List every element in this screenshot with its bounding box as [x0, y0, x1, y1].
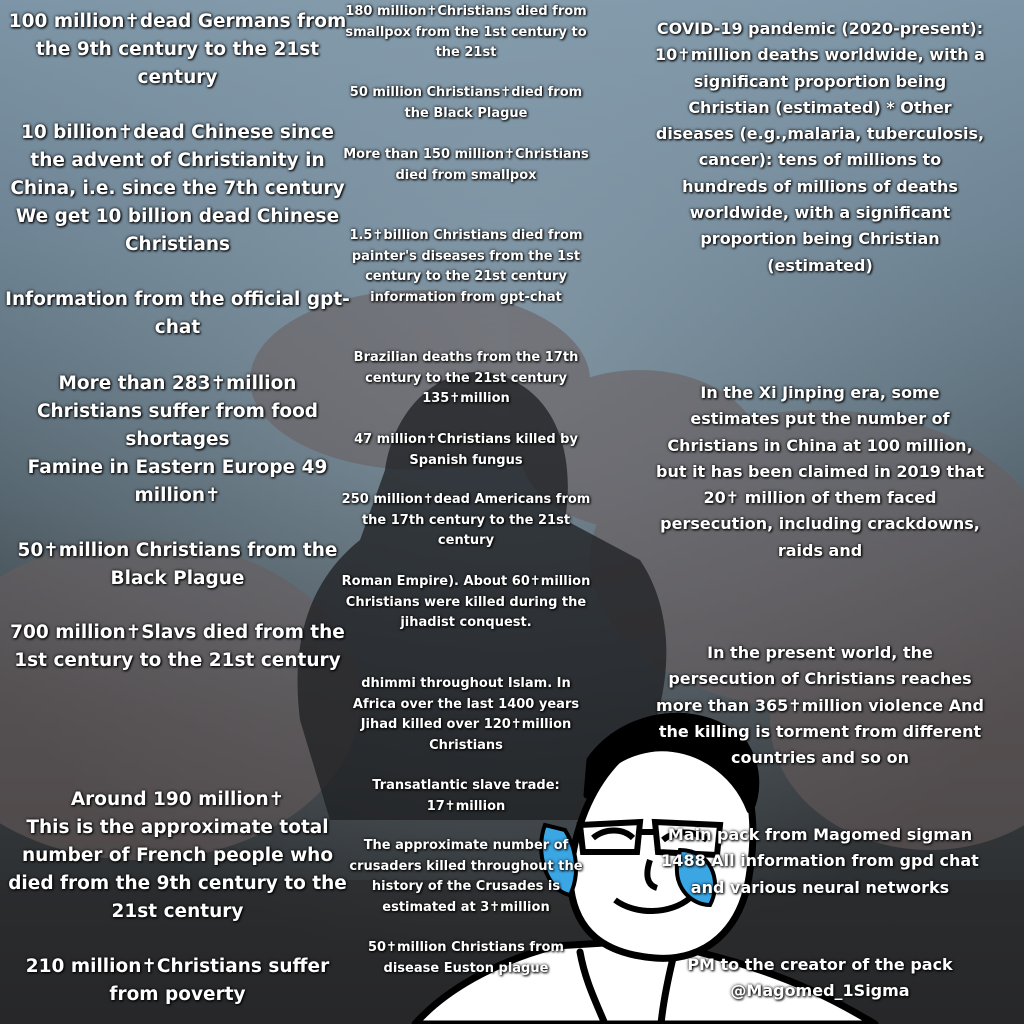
middle-item-7: 250 million✝dead Americans from the 17th century to the 21st century [341, 492, 591, 548]
middle-item-10: Transatlantic slave trade: 17✝million [372, 778, 560, 814]
left-item-7: 700 million✝Slavs died from the 1st century to the 21st century [10, 622, 345, 671]
right-item-5: PM to the creator of the pack @Magomed_1Sigma [687, 955, 953, 1001]
right-item-2: In the Xi Jinping era, some estimates put the number of Christians in China at 100 million, but it has been claimed in 2019 that 20✝ million of them faced persecution, including crackdowns, raids and [656, 383, 984, 560]
middle-item-9: dhimmi throughout Islam. In Africa over the last 1400 years Jihad killed over 120✝million Christians [352, 676, 580, 753]
middle-item-5: Brazilian deaths from the 17th century to the 21st century 135✝million [353, 350, 579, 406]
left-item-10: 210 million✝Christians suffer from poverty [25, 956, 330, 1005]
right-item-4: Main pack from Magomed sigman 1488 All information from gpd chat and various neural networks [661, 825, 979, 897]
middle-item-12: 50✝million Christians from disease Euston plague [368, 940, 564, 976]
right-item-3: In the present world, the persecution of Christians reaches more than 365✝million violence And the killing is torment from different countries and so on [656, 643, 984, 768]
middle-item-4: 1.5✝billion Christians died from painter's diseases from the 1st century to the 21st century information from gpt-chat [349, 228, 583, 305]
middle-item-1: 180 million✝Christians died from smallpox from the 1st century to the 21st [345, 4, 587, 60]
middle-item-11: The approximate number of crusaders killed throughout the history of the Crusades is estimated at 3✝million [349, 838, 583, 915]
left-item-5: Famine in Eastern Europe 49 million✝ [27, 457, 328, 506]
left-item-9: This is the approximate total number of French people who died from the 9th century to the 21st century [8, 817, 347, 922]
right-item-1: COVID-19 pandemic (2020-present): 10✝million deaths worldwide, with a significant proportion being Christian (estimated) * Other diseases (e.g.,malaria, tuberculosis, cancer): tens of millions to hundreds of millions of deaths worldwide, with a significant proportion being Christian (estimated) [655, 19, 985, 275]
left-item-6: 50✝million Christians from the Black Plague [17, 540, 338, 589]
left-item-4: More than 283✝million Christians suffer from food shortages [36, 373, 319, 450]
middle-item-3: More than 150 million✝Christians died from smallpox [343, 147, 589, 183]
left-item-2: 10 billion✝dead Chinese since the advent of Christianity in China, i.e. since the 7th century We get 10 billion dead Chinese Christians [10, 122, 345, 255]
left-item-1: 100 million✝dead Germans from the 9th century to the 21st century [8, 11, 347, 88]
middle-item-2: 50 million Christians✝died from the Black Plague [349, 85, 583, 121]
left-item-8: Around 190 million✝ [70, 789, 285, 810]
middle-item-8: Roman Empire). About 60✝million Christians were killed during the jihadist conquest. [341, 574, 591, 630]
middle-item-6: 47 million✝Christians killed by Spanish fungus [354, 432, 578, 468]
left-item-3: Information from the official gpt-chat [5, 289, 350, 338]
